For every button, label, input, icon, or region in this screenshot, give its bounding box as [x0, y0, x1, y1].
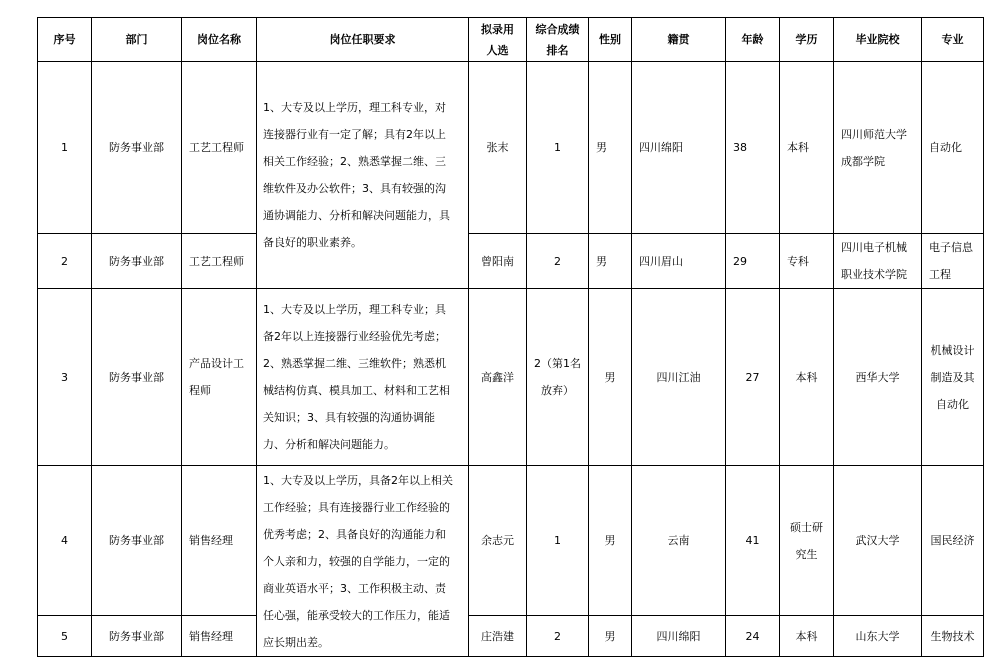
cell-origin: 四川眉山: [632, 234, 726, 289]
table-row: [38, 616, 984, 657]
header-major: 专业: [922, 18, 984, 62]
cell-position: 产品设计工 程师: [182, 289, 257, 466]
cell-education: 本科: [780, 289, 834, 466]
cell-candidate: 高鑫洋: [469, 289, 527, 466]
header-education: 学历: [780, 18, 834, 62]
cell-age: 24: [726, 616, 780, 657]
cell-education: 本科: [780, 62, 834, 234]
cell-position: 销售经理: [182, 616, 257, 657]
header-rank: 综合成绩 排名: [527, 18, 589, 62]
cell-gender: 男: [589, 234, 632, 289]
cell-candidate: 曾阳南: [469, 234, 527, 289]
cell-dept: 防务事业部: [92, 466, 182, 616]
cell-dept: 防务事业部: [92, 62, 182, 234]
cell-education: 专科: [780, 234, 834, 289]
header-dept: 部门: [92, 18, 182, 62]
cell-rank: 1: [527, 466, 589, 616]
cell-major: 机械设计 制造及其 自动化: [922, 289, 984, 466]
cell-gender: 男: [589, 616, 632, 657]
cell-school: 武汉大学: [834, 466, 922, 616]
header-origin: 籍贯: [632, 18, 726, 62]
cell-requirements: 1、大专及以上学历，具备2年以上相关 工作经验；具有连接器行业工作经验的 优秀考虑；2、具备良好的沟通能力和 个人亲和力，较强的自学能力，一定的 商业英语水平；3、工作积极主动、责 任心强，能承受较大的工作压力，能适 应长期出差。: [257, 466, 469, 657]
header-age: 年龄: [726, 18, 780, 62]
cell-dept: 防务事业部: [92, 616, 182, 657]
header-candidate: 拟录用 人选: [469, 18, 527, 62]
cell-dept: 防务事业部: [92, 289, 182, 466]
cell-age: 38: [726, 62, 780, 234]
table-row: [38, 289, 984, 466]
cell-age: 41: [726, 466, 780, 616]
cell-school: 四川师范大学 成都学院: [834, 62, 922, 234]
cell-school: 山东大学: [834, 616, 922, 657]
cell-rank: 1: [527, 62, 589, 234]
cell-gender: 男: [589, 289, 632, 466]
cell-no: 2: [38, 234, 92, 289]
header-requirements: 岗位任职要求: [257, 18, 469, 62]
cell-requirements: 1、大专及以上学历，理工科专业，对 连接器行业有一定了解；具有2年以上 相关工作经验；2、熟悉掌握二维、三 维软件及办公软件；3、具有较强的沟 通协调能力、分析和解决问题能力，具 备良好的职业素养。: [257, 62, 469, 289]
cell-rank: 2: [527, 234, 589, 289]
cell-no: 4: [38, 466, 92, 616]
cell-major: 国民经济: [922, 466, 984, 616]
cell-age: 29: [726, 234, 780, 289]
cell-position: 销售经理: [182, 466, 257, 616]
cell-origin: 四川绵阳: [632, 616, 726, 657]
cell-education: 硕士研 究生: [780, 466, 834, 616]
cell-school: 西华大学: [834, 289, 922, 466]
cell-no: 1: [38, 62, 92, 234]
header-gender: 性别: [589, 18, 632, 62]
recruitment-table: [37, 17, 984, 657]
cell-school: 四川电子机械 职业技术学院: [834, 234, 922, 289]
table-row: [38, 466, 984, 616]
cell-origin: 四川绵阳: [632, 62, 726, 234]
cell-position: 工艺工程师: [182, 62, 257, 234]
table-row: [38, 62, 984, 234]
cell-dept: 防务事业部: [92, 234, 182, 289]
cell-major: 自动化: [922, 62, 984, 234]
cell-rank: 2: [527, 616, 589, 657]
cell-candidate: 庄浩建: [469, 616, 527, 657]
cell-major: 电子信息 工程: [922, 234, 984, 289]
cell-origin: 四川江油: [632, 289, 726, 466]
cell-major: 生物技术: [922, 616, 984, 657]
cell-candidate: 余志元: [469, 466, 527, 616]
cell-no: 3: [38, 289, 92, 466]
header-position: 岗位名称: [182, 18, 257, 62]
header-no: 序号: [38, 18, 92, 62]
cell-gender: 男: [589, 466, 632, 616]
header-row: [38, 18, 984, 62]
cell-rank: 2（第1名 放弃）: [527, 289, 589, 466]
header-school: 毕业院校: [834, 18, 922, 62]
cell-requirements: 1、大专及以上学历，理工科专业；具 备2年以上连接器行业经验优先考虑； 2、熟悉掌握二维、三维软件；熟悉机 械结构仿真、模具加工、材料和工艺相 关知识；3、具有较强的沟通协调能 力、分析和解决问题能力。: [257, 289, 469, 466]
cell-position: 工艺工程师: [182, 234, 257, 289]
cell-candidate: 张末: [469, 62, 527, 234]
table-row: [38, 234, 984, 289]
cell-gender: 男: [589, 62, 632, 234]
cell-age: 27: [726, 289, 780, 466]
cell-origin: 云南: [632, 466, 726, 616]
cell-no: 5: [38, 616, 92, 657]
cell-education: 本科: [780, 616, 834, 657]
